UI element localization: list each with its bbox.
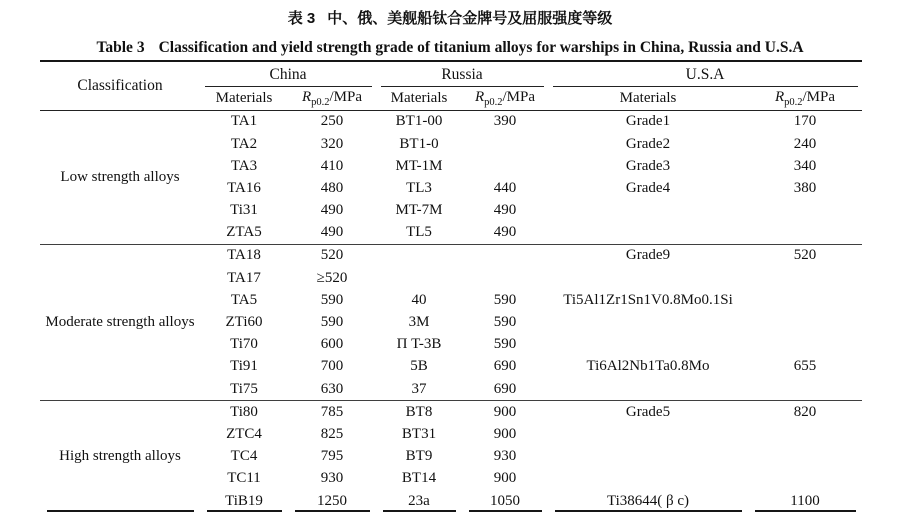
materials-cell: TiB19 bbox=[200, 490, 288, 512]
materials-cell: ZTi60 bbox=[225, 314, 263, 331]
yield-header-usa bbox=[748, 87, 862, 111]
materials-cell: TA3 bbox=[230, 157, 258, 174]
yield-cell bbox=[748, 468, 862, 490]
materials-cell: BT1-00 bbox=[395, 113, 443, 130]
materials-cell bbox=[376, 267, 462, 289]
materials-cell: BT1-0 bbox=[399, 135, 439, 152]
yield-cell: 825 bbox=[320, 425, 344, 442]
materials-cell: Ti75 bbox=[200, 378, 288, 401]
group-header-russia: Russia bbox=[376, 61, 548, 87]
yield-subscript: p0.2 bbox=[484, 97, 503, 108]
yield-cell: ≥520 bbox=[316, 269, 348, 286]
yield-cell: 490 bbox=[493, 202, 517, 219]
yield-cell: 1050 bbox=[462, 490, 548, 512]
materials-cell: MT-1M bbox=[395, 157, 443, 174]
classification-cell: High strength alloys bbox=[40, 401, 200, 512]
table-title-chinese-text: 中、俄、美舰船钛合金牌号及屈服强度等级 bbox=[327, 10, 613, 27]
materials-cell bbox=[548, 334, 748, 356]
materials-cell bbox=[548, 468, 748, 490]
yield-cell: 785 bbox=[320, 403, 344, 420]
yield-cell bbox=[748, 446, 862, 468]
group-header-usa: U.S.A bbox=[548, 61, 862, 87]
materials-cell: TL5 bbox=[376, 222, 462, 245]
materials-cell bbox=[548, 312, 748, 334]
yield-cell bbox=[462, 155, 548, 177]
materials-cell: BT9 bbox=[405, 448, 433, 465]
materials-cell: Ti5Al1Zr1Sn1V0.8Mo0.1Si bbox=[563, 291, 733, 308]
yield-cell: 820 bbox=[793, 403, 817, 420]
materials-cell: Grade9 bbox=[625, 247, 671, 264]
yield-cell: 1250 bbox=[288, 490, 376, 512]
materials-cell bbox=[376, 245, 462, 268]
classification-header: Classification bbox=[40, 61, 200, 111]
yield-cell: 1100 bbox=[748, 490, 862, 512]
materials-cell: 37 bbox=[376, 378, 462, 401]
materials-cell: TC11 bbox=[227, 470, 261, 487]
materials-cell: 5B bbox=[410, 358, 428, 375]
materials-cell: TA18 bbox=[227, 247, 261, 264]
table-title-chinese bbox=[0, 0, 900, 28]
yield-cell: 490 bbox=[288, 222, 376, 245]
table-title-chinese-label: 表 3 bbox=[287, 10, 316, 27]
materials-cell: TA17 bbox=[227, 269, 261, 286]
materials-cell bbox=[548, 446, 748, 468]
yield-cell: 690 bbox=[462, 378, 548, 401]
yield-cell: 520 bbox=[320, 247, 344, 264]
table-body bbox=[40, 111, 862, 513]
yield-subscript: p0.2 bbox=[311, 97, 330, 108]
yield-cell: 690 bbox=[493, 358, 517, 375]
materials-cell: Ti80 bbox=[230, 403, 258, 420]
table-row bbox=[40, 401, 862, 424]
yield-cell bbox=[748, 290, 862, 312]
yield-cell: 240 bbox=[793, 135, 817, 152]
table-row bbox=[40, 111, 862, 134]
yield-cell bbox=[748, 200, 862, 222]
yield-cell: 490 bbox=[462, 222, 548, 245]
materials-cell: Ti6Al2Nb1Ta0.8Mo bbox=[586, 358, 710, 375]
materials-cell bbox=[548, 378, 748, 401]
yield-cell bbox=[748, 222, 862, 245]
yield-cell: 520 bbox=[793, 247, 817, 264]
materials-cell: Grade1 bbox=[625, 113, 671, 130]
yield-cell: 630 bbox=[288, 378, 376, 401]
materials-cell: TC4 bbox=[230, 448, 258, 465]
table-row bbox=[40, 245, 862, 268]
yield-cell bbox=[748, 267, 862, 289]
materials-cell: 23a bbox=[376, 490, 462, 512]
yield-cell bbox=[462, 133, 548, 155]
yield-cell bbox=[748, 312, 862, 334]
materials-cell: MT-7M bbox=[395, 202, 443, 219]
materials-header-russia: Materials bbox=[376, 87, 462, 111]
yield-cell: 390 bbox=[493, 113, 517, 130]
yield-header-china bbox=[288, 87, 376, 111]
yield-cell: 490 bbox=[320, 202, 344, 219]
yield-cell: 170 bbox=[793, 113, 817, 130]
materials-cell: BT31 bbox=[401, 425, 437, 442]
table-title-english-text: Classification and yield strength grade of titanium alloys for warships in China, Russia and U.S.A bbox=[158, 39, 804, 56]
yield-cell: 930 bbox=[320, 470, 344, 487]
materials-cell: BT8 bbox=[405, 403, 433, 420]
materials-cell bbox=[548, 222, 748, 245]
yield-unit: /MPa bbox=[802, 89, 836, 105]
yield-symbol: R bbox=[301, 89, 312, 105]
table-title-english bbox=[0, 39, 900, 57]
yield-unit: /MPa bbox=[502, 89, 536, 105]
materials-cell: TA1 bbox=[230, 113, 258, 130]
group-header-row bbox=[40, 61, 862, 87]
materials-cell: Ti31 bbox=[230, 202, 258, 219]
materials-cell: Ti91 bbox=[230, 358, 258, 375]
yield-unit: /MPa bbox=[329, 89, 363, 105]
materials-cell: ZTC4 bbox=[226, 425, 262, 442]
yield-cell: 930 bbox=[493, 448, 517, 465]
materials-cell: Ti38644( β c) bbox=[548, 490, 748, 512]
yield-cell bbox=[748, 378, 862, 401]
yield-cell: 590 bbox=[320, 291, 344, 308]
materials-cell: TA16 bbox=[227, 179, 261, 196]
yield-cell: 440 bbox=[493, 179, 517, 196]
yield-cell: 320 bbox=[320, 135, 344, 152]
yield-cell: 590 bbox=[493, 314, 517, 331]
yield-cell: 590 bbox=[493, 336, 517, 353]
materials-cell: Grade2 bbox=[625, 135, 671, 152]
yield-header-russia bbox=[462, 87, 548, 111]
yield-cell: 250 bbox=[320, 113, 344, 130]
yield-cell: 655 bbox=[793, 358, 817, 375]
yield-cell: 900 bbox=[493, 425, 517, 442]
materials-cell: П T-3B bbox=[396, 336, 442, 353]
materials-cell bbox=[548, 424, 748, 446]
materials-cell: TA5 bbox=[230, 291, 258, 308]
yield-cell: 590 bbox=[493, 291, 517, 308]
yield-cell: 700 bbox=[320, 358, 344, 375]
materials-cell: Ti70 bbox=[230, 336, 258, 353]
materials-cell: TA2 bbox=[230, 135, 258, 152]
yield-cell bbox=[462, 267, 548, 289]
yield-cell bbox=[462, 245, 548, 268]
yield-symbol: R bbox=[774, 89, 785, 105]
materials-cell: Grade5 bbox=[625, 403, 671, 420]
yield-subscript: p0.2 bbox=[784, 97, 803, 108]
classification-cell: Moderate strength alloys bbox=[40, 245, 200, 401]
yield-cell: 795 bbox=[320, 448, 344, 465]
materials-cell: BT14 bbox=[401, 470, 437, 487]
alloy-classification-table bbox=[40, 60, 862, 512]
materials-cell: 3M bbox=[408, 314, 430, 331]
materials-cell: TL3 bbox=[406, 179, 432, 196]
materials-cell: Grade4 bbox=[625, 179, 671, 196]
materials-cell bbox=[548, 200, 748, 222]
yield-cell bbox=[748, 334, 862, 356]
yield-symbol: R bbox=[474, 89, 485, 105]
yield-cell: 590 bbox=[320, 314, 344, 331]
yield-cell: 900 bbox=[493, 470, 517, 487]
group-header-china: China bbox=[200, 61, 376, 87]
materials-cell bbox=[548, 267, 748, 289]
yield-cell: 480 bbox=[320, 179, 344, 196]
yield-cell bbox=[748, 424, 862, 446]
yield-cell: 380 bbox=[793, 179, 817, 196]
yield-cell: 900 bbox=[493, 403, 517, 420]
classification-cell: Low strength alloys bbox=[40, 111, 200, 245]
yield-cell: 600 bbox=[320, 336, 344, 353]
table-title-english-label: Table 3 bbox=[96, 39, 145, 56]
yield-cell: 410 bbox=[320, 157, 344, 174]
materials-cell: 40 bbox=[411, 291, 427, 308]
yield-cell: 340 bbox=[793, 157, 817, 174]
materials-cell: ZTA5 bbox=[200, 222, 288, 245]
materials-header-usa: Materials bbox=[548, 87, 748, 111]
materials-cell: Grade3 bbox=[625, 157, 671, 174]
materials-header-china: Materials bbox=[200, 87, 288, 111]
